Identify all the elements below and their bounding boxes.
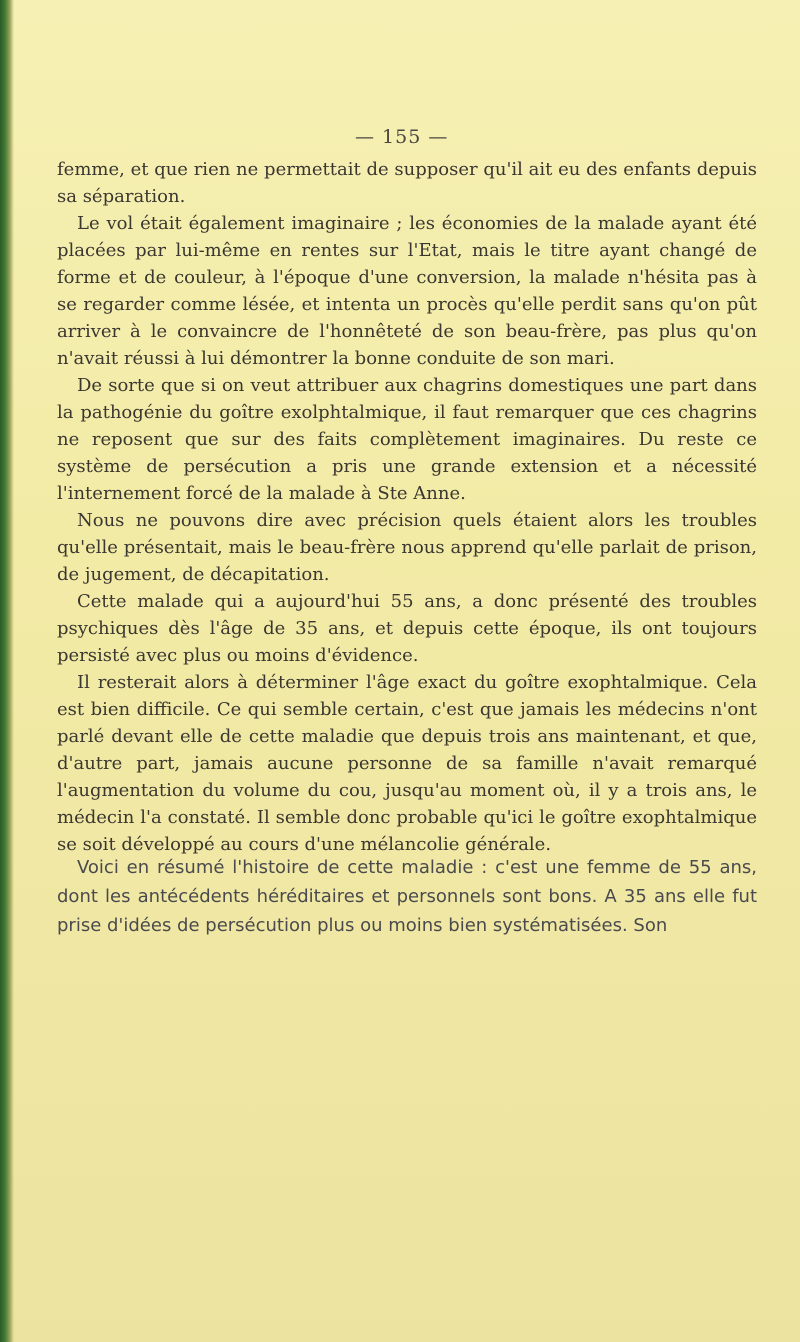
body-text (57, 156, 757, 858)
paragraph-5: Cette malade qui a aujourd'hui 55 ans, a donc présenté des troubles psychiques dès l'âge de 35 ans, et depuis cette époque, ils ont toujours persisté avec plus ou moins d'évidence. (57, 591, 757, 666)
binding-edge (0, 0, 14, 1342)
paragraph-6: Il resterait alors à déterminer l'âge exact du goître exophtalmique. Cela est bien difficile. Ce qui semble certain, c'est que jamais les médecins n'ont parlé devant elle de cette maladie que depuis trois ans maintenant, et que, d'autre part, jamais aucune personne de sa famille n'avait remarqué l'augmentation du volume du cou, jusqu'au moment où, il y a trois ans, le médecin l'a constaté. Il semble donc probable qu'ici le goître exophtalmique se soit développé au cours d'une mélancolie générale. (57, 672, 757, 855)
paragraph-4: Nous ne pouvons dire avec précision quels étaient alors les troubles qu'elle présentait, mais le beau-frère nous apprend qu'elle parlait de prison, de jugement, de décapitation. (57, 510, 757, 585)
summary-paragraph: Voici en résumé l'histoire de cette maladie : c'est une femme de 55 ans, dont les antécédents héréditaires et personnels sont bons. A 35 ans elle fut prise d'idées de persécution plus ou moins bien systématisées. Son (57, 857, 757, 936)
paragraph-3: De sorte que si on veut attribuer aux chagrins domestiques une part dans la pathogénie du goître exolphtalmique, il faut remarquer que ces chagrins ne reposent que sur des faits complètement imaginaires. Du reste ce système de persécution a pris une grande extension et a nécessité l'internement forcé de la malade à Ste Anne. (57, 375, 757, 504)
paragraph-1: femme, et que rien ne permettait de supposer qu'il ait eu des enfants depuis sa séparation. (57, 159, 757, 207)
page-number: — 155 — (355, 126, 449, 148)
paragraph-2: Le vol était également imaginaire ; les économies de la malade ayant été placées par lui-même en rentes sur l'Etat, mais le titre ayant changé de forme et de couleur, à l'époque d'une conversion, la malade n'hésita pas à se regarder comme lésée, et intenta un procès qu'elle perdit sans qu'on pût arriver à le convaincre de l'honnêteté de son beau-frère, pas plus qu'on n'avait réussi à lui démontrer la bonne conduite de son mari. (57, 213, 757, 369)
